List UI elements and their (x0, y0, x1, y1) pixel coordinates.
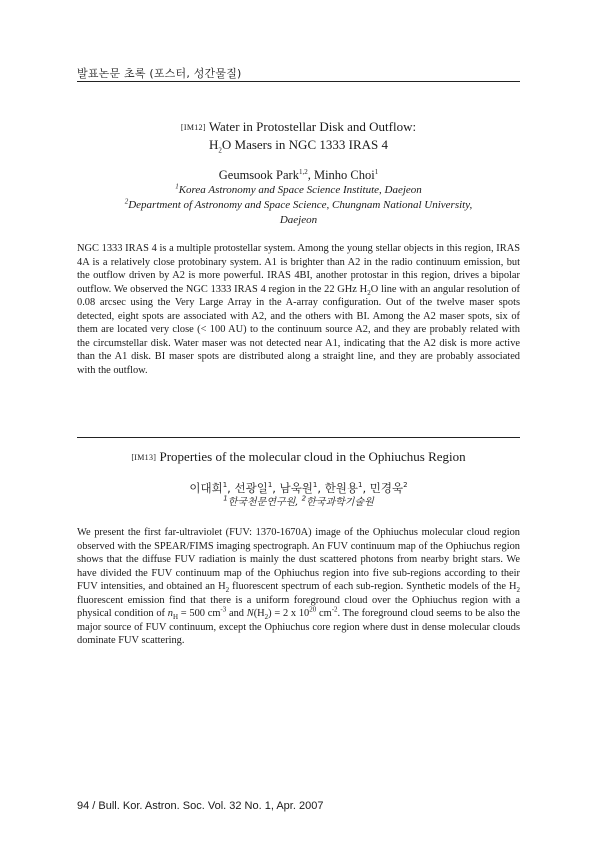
paper-tag: [IM13] (131, 453, 157, 462)
section-divider (77, 437, 520, 438)
paper-im13 (77, 448, 520, 648)
paper-title: [IM12] Water in Protostellar Disk and Outflow: $H_2O$ Masers in NGC 1333 IRAS 4 (180, 119, 417, 155)
paper-authors: Geumsook Park$^{1,2}$, Minho Choi$^1$ (218, 167, 379, 182)
paper-im12 (77, 118, 520, 377)
paper-authors: 이대희$^1$, 선광일$^1$, 남욱원$^1$, 한원용$^1$, 민경욱$^2$ (189, 481, 408, 495)
paper-title: [IM13] Properties of the molecular cloud in the Ophiuchus Region (131, 449, 466, 464)
page-footer: 94 / Bull. Kor. Astron. Soc. Vol. 32 No. 1, Apr. 2007 (77, 800, 324, 812)
paper-abstract: We present the first far-ultraviolet (FUV: 1370-1670A) image of the Ophiuchus molecular cloud region observed with the SPEAR/FIMS imaging spectrograph. An FUV continuum map of the Ophiuchus region shows that the diffuse FUV radiation is mainly the dust scattered photons from nearby bright stars. We have divided the FUV continuum map of the Ophiuchus region into five sub-regions according to their FUV intensities, and obtained an $H_2$ fluorescent spectrum of each sub-region. Synthetic models of the $H_2$ fluorescent emission find that there is a uniform foreground cloud over the Ophiuchus region with a physical condition of $n_H = 500$ $cm^{-3}$ and $N(H_2) = 2$ x $10^{20}$ $cm^{-2}$. The foreground cloud seems to be also the major source of FUV continuum, except the Ophiuchus core region where dust in dense molecular clouds dominate FUV scattering. (77, 527, 521, 647)
affiliations: $^1$한국천문연구원, $^2$한국과학기술원 (223, 494, 374, 508)
section-header: 발표논문 초록 (포스터, 성간물질) (77, 67, 242, 80)
header-rule (77, 81, 520, 82)
affiliation-2: $^2$Department of Astronomy and Space Science, Chungnam National University, Daejeon (124, 197, 473, 226)
paper-tag: [IM12] (180, 123, 206, 132)
paper-abstract: NGC 1333 IRAS 4 is a multiple protostellar system. Among the young stellar objects in this region, IRAS 4A is a relatively close protobinary system. A1 is brighter than A2 in the radio continuum emission, but the outflow driven by A2 is more powerful. IRAS 4BI, another protostar in this region, drives a bipolar outflow. We observed the NGC 1333 IRAS 4 region in the 22 GHz $H_2O$ line with an angular resolution of 0.08 arcsec using the Very Large Array in the A-array configuration. Out of the twelve maser spots detected, eight spots are associated with A2, and the others with BI. Among the A2 maser spots, six of them are located very close (< 100 AU) to the continuum source A2, and they are probably related with the circumstellar disk. Water maser was not detected near A1, indicating that the A2 disk is more active than the A1 disk. BI maser spots are distributed along a straight line, and they are probably associated with the outflow. (77, 243, 520, 376)
affiliation-1: $^1$Korea Astronomy and Space Science Institute, Daejeon (175, 182, 422, 196)
